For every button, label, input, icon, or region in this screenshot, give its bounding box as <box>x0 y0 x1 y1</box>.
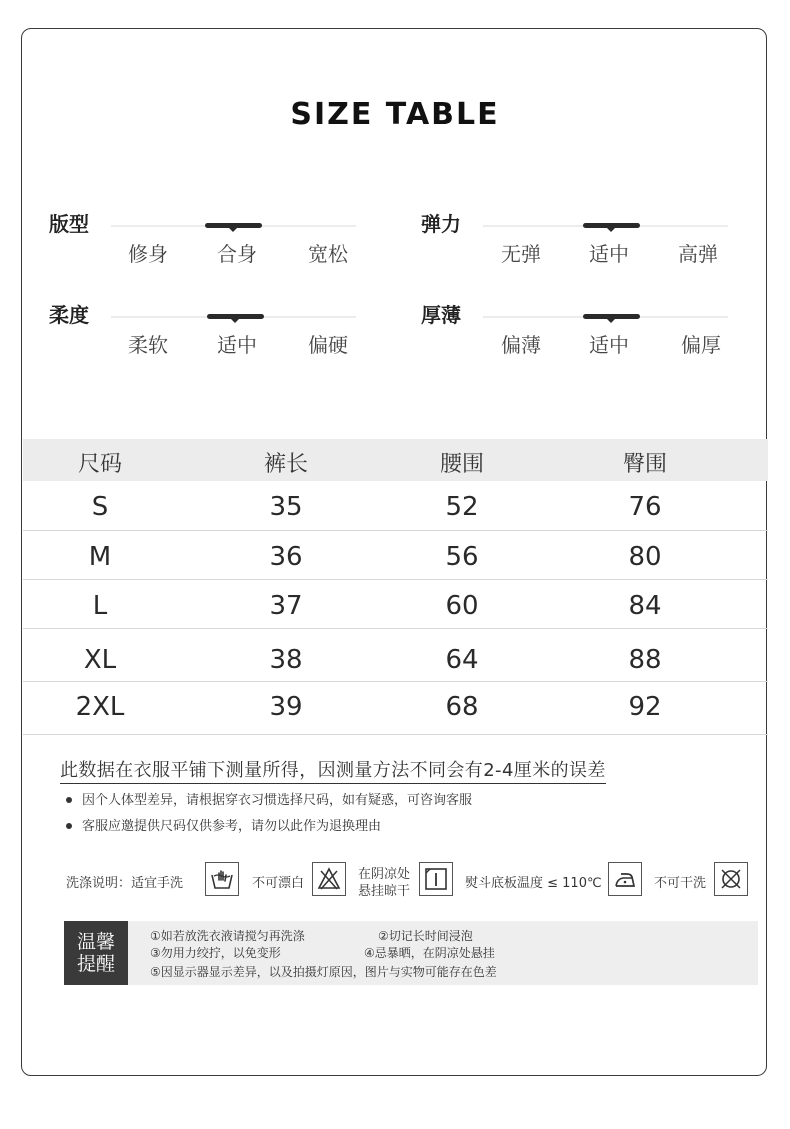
cell-waist: 64 <box>445 645 479 675</box>
dry-label-line1: 在阴凉处 <box>358 867 411 882</box>
tips-badge-line1: 温馨 <box>76 931 115 953</box>
attr-marker <box>205 223 262 228</box>
no-bleach-label: 不可漂白 <box>252 876 305 891</box>
note-bullet <box>66 815 381 834</box>
cell-waist: 56 <box>445 542 479 572</box>
dry-label-line2: 悬挂晾干 <box>358 884 411 899</box>
attr-option: 修身 <box>128 242 168 266</box>
cell-length: 38 <box>269 645 303 675</box>
cell-hip: 84 <box>628 591 662 621</box>
note-bullet-text: 客服应邀提供尺码仅供参考，请勿以此作为退换理由 <box>82 819 382 834</box>
cell-length: 36 <box>269 542 303 572</box>
cell-hip: 80 <box>628 542 662 572</box>
attr-option: 偏厚 <box>681 333 721 357</box>
attr-label: 版型 <box>49 212 89 236</box>
care-intro: 洗涤说明：适宜手洗 <box>66 876 184 891</box>
no-dry-clean-label: 不可干洗 <box>654 876 707 891</box>
attr-option: 适中 <box>589 242 629 266</box>
attr-option: 合身 <box>217 242 257 266</box>
cell-length: 37 <box>269 591 303 621</box>
page-title: SIZE TABLE <box>290 97 500 132</box>
table-row <box>23 629 768 682</box>
attr-marker <box>583 314 640 319</box>
column-header-waist: 腰围 <box>439 452 484 477</box>
tip-item: ④忌暴晒，在阴凉处悬挂 <box>364 946 495 960</box>
column-header-size: 尺码 <box>77 452 122 477</box>
cell-length: 35 <box>269 492 303 522</box>
cell-waist: 52 <box>445 492 479 522</box>
attr-label: 弹力 <box>421 212 461 236</box>
hand-wash-icon <box>205 862 239 896</box>
tips-badge-line2: 提醒 <box>76 953 115 975</box>
column-header-hip: 臀围 <box>622 452 667 477</box>
attr-marker <box>583 223 640 228</box>
cell-hip: 76 <box>628 492 662 522</box>
tip-item: ②切记长时间浸泡 <box>378 929 473 943</box>
attr-option: 适中 <box>589 333 629 357</box>
attr-elasticity <box>421 208 751 288</box>
attr-thickness <box>421 299 751 379</box>
table-row <box>23 531 768 580</box>
attr-option: 偏薄 <box>501 333 541 357</box>
table-row <box>23 682 768 735</box>
attr-marker <box>207 314 264 319</box>
tip-item: ③勿用力绞拧，以免变形 <box>150 946 281 960</box>
cell-size: L <box>92 591 108 621</box>
column-header-length: 裤长 <box>263 452 308 477</box>
cell-hip: 92 <box>628 692 662 722</box>
cell-size: S <box>91 492 109 522</box>
cell-size: M <box>88 542 112 572</box>
size-table-header <box>23 439 768 481</box>
iron-low-icon <box>608 862 642 896</box>
cell-hip: 88 <box>628 645 662 675</box>
no-bleach-icon <box>312 862 346 896</box>
cell-size: XL <box>83 645 117 675</box>
attr-label: 厚薄 <box>421 303 461 327</box>
table-row <box>23 481 768 531</box>
warm-tips <box>64 921 758 985</box>
attr-option: 宽松 <box>308 242 348 266</box>
attr-option: 偏硬 <box>308 333 348 357</box>
note-bullet <box>66 789 472 808</box>
attr-option: 柔软 <box>128 333 168 357</box>
attr-label: 柔度 <box>49 303 89 327</box>
cell-waist: 60 <box>445 591 479 621</box>
tips-badge <box>64 921 128 985</box>
measurement-note: 此数据在衣服平铺下测量所得，因测量方法不同会有2-4厘米的误差 <box>60 756 606 784</box>
bullet-dot <box>66 823 72 829</box>
tip-item: ⑤因显示器显示差异，以及拍摄灯原因，图片与实物可能存在色差 <box>150 965 497 979</box>
note-bullet-text: 因个人体型差异，请根据穿衣习惯选择尺码，如有疑惑，可咨询客服 <box>82 793 473 808</box>
tip-item: ①如若放洗衣液请搅匀再洗涤 <box>150 929 305 943</box>
attr-option: 无弹 <box>501 242 541 266</box>
cell-length: 39 <box>269 692 303 722</box>
table-row <box>23 580 768 629</box>
attr-fit <box>49 208 379 288</box>
bullet-dot <box>66 797 72 803</box>
attr-option: 高弹 <box>678 242 718 266</box>
cell-waist: 68 <box>445 692 479 722</box>
attr-option: 适中 <box>217 333 257 357</box>
iron-label: 熨斗底板温度 ≤ 110℃ <box>465 876 602 891</box>
attr-softness <box>49 299 379 379</box>
care-instructions <box>0 860 790 899</box>
shade-dry-icon <box>419 862 453 896</box>
no-dry-clean-icon <box>714 862 748 896</box>
cell-size: 2XL <box>75 692 125 722</box>
